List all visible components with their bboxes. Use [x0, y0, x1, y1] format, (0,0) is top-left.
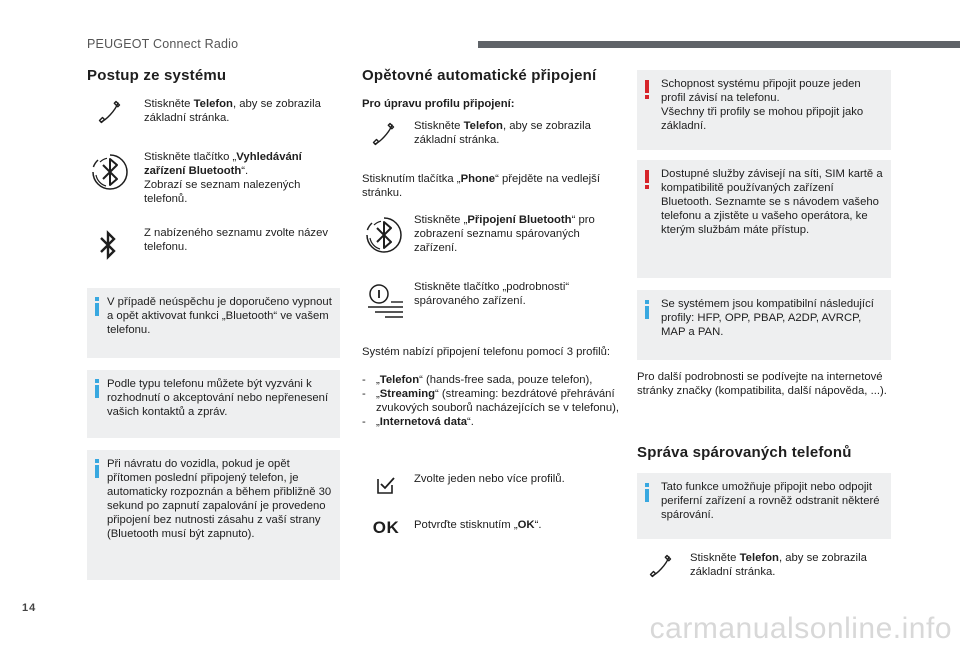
- header-bar: [478, 41, 960, 48]
- phone-icon: [94, 98, 124, 126]
- section-heading-postup: Postup ze systému: [87, 67, 227, 84]
- step-press-phone: Stiskněte Telefon, aby se zobrazila základní stránka.: [690, 552, 867, 578]
- info-box: Tato funkce umožňuje připojit nebo odpojit periferní zařízení a rovněž odstranit některé spárování.: [637, 473, 891, 539]
- step-confirm-ok: Potvrďte stisknutím „OK“.: [414, 519, 542, 531]
- warning-box: Schopnost systému připojit pouze jeden profil závisí na telefonu. Všechny tři profily se mohou připojit jako základní.: [637, 70, 891, 150]
- checkbox-icon: [373, 473, 399, 497]
- running-header: PEUGEOT Connect Radio: [87, 37, 239, 51]
- section-heading-reconnect: Opětovné automatické připojení: [362, 67, 597, 84]
- details-list-icon: [364, 280, 406, 322]
- watermark: carmanualsonline.info: [649, 612, 952, 645]
- page-number: 14: [22, 602, 37, 614]
- profile-list: [362, 373, 624, 429]
- para-phone-page: Stisknutím tlačítka „Phone“ přejděte na vedlejší stránku.: [362, 173, 600, 199]
- para-more-details: Pro další podrobnosti se podívejte na internetové stránky značky (kompatibilita, další nápověda, ...).: [637, 371, 887, 397]
- phone-icon: [645, 552, 675, 580]
- step-press-phone: Stiskněte Telefon, aby se zobrazila základní stránka.: [414, 120, 591, 146]
- subheading: Pro úpravu profilu připojení:: [362, 98, 515, 110]
- phone-icon: [368, 120, 398, 148]
- list-item: - „Telefon“ (hands-free sada, pouze telefon),: [362, 374, 593, 386]
- bluetooth-search-icon: [362, 213, 406, 257]
- info-box: Při návratu do vozidla, pokud je opět přítomen poslední připojený telefon, je automaticky rozpoznán a během přibližně 30 sekund po zapnutí zapalování je provedeno připojení bez nutnosti zásahu z vaší strany (Bluetooth musí být zapnuto).: [87, 450, 340, 580]
- section-heading-manage: Správa spárovaných telefonů: [637, 444, 852, 461]
- info-box: Se systémem jsou kompatibilní následující profily: HFP, OPP, PBAP, A2DP, AVRCP, MAP a PAN.: [637, 290, 891, 360]
- bluetooth-icon: [94, 226, 122, 264]
- info-box: V případě neúspěchu je doporučeno vypnout a opět aktivovat funkci „Bluetooth“ ve vašem telefonu.: [87, 288, 340, 358]
- step-press-phone: Stiskněte Telefon, aby se zobrazila základní stránka.: [144, 98, 321, 124]
- bluetooth-search-icon: [88, 150, 132, 194]
- warning-box: Dostupné služby závisejí na síti, SIM kartě a kompatibilitě používaných zařízení Bluetooth. Seznamte se s návodem vašeho telefonu a zjistěte u vašeho operátora, ke kterým službám máte přístup.: [637, 160, 891, 278]
- list-item: - „Internetová data“.: [362, 416, 474, 428]
- list-item: - „Streaming“ (streaming: bezdrátové přehrávání zvukových souborů nacházejících se v telefonu),: [362, 388, 620, 414]
- step-select-profiles: Zvolte jeden nebo více profilů.: [414, 473, 565, 485]
- step-details: Stiskněte tlačítko „podrobnosti“ spárovaného zařízení.: [414, 281, 570, 307]
- info-box: Podle typu telefonu můžete být vyzváni k rozhodnutí o akceptování nebo nepřenesení vašich kontaktů a zpráv.: [87, 370, 340, 438]
- ok-icon: OK: [372, 518, 400, 537]
- step-choose-phone: Z nabízeného seznamu zvolte název telefonu.: [144, 227, 328, 253]
- step-search-bluetooth: Stiskněte tlačítko „Vyhledávání zařízení Bluetooth“. Zobrazí se seznam nalezených telefonů.: [144, 151, 302, 205]
- para-profiles-intro: Systém nabízí připojení telefonu pomocí 3 profilů:: [362, 346, 611, 358]
- step-bluetooth-connection: Stiskněte „Připojení Bluetooth“ pro zobrazení seznamu spárovaných zařízení.: [414, 214, 595, 254]
